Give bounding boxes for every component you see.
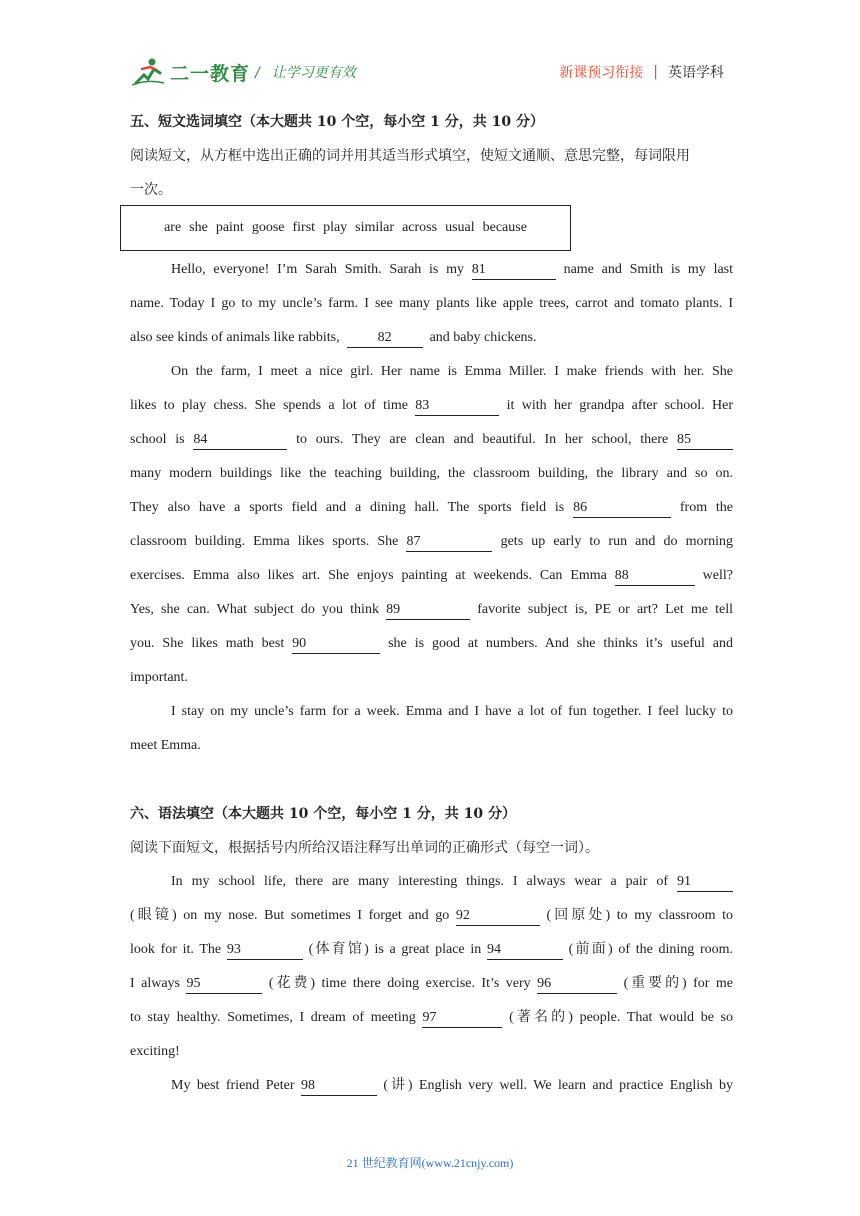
answer-blank[interactable]: 91 — [677, 874, 733, 892]
word-bank-item: usual — [445, 220, 475, 235]
word-bank-item: across — [402, 220, 438, 235]
passage-line: to stay healthy. Sometimes, I dream of meeting 97 (著名的) people. That would be so — [130, 1006, 733, 1040]
section5-title: 五、短文选词填空（本大题共 10 个空，每小空 1 分，共 10 分） — [130, 114, 544, 130]
word-bank-item: first — [292, 220, 316, 235]
passage-line: classroom building. Emma likes sports. She 87 gets up early to run and do morning — [130, 530, 733, 564]
header-course-info — [559, 62, 724, 82]
word-bank-item: paint — [215, 220, 244, 235]
logo-text: 二一教育 — [170, 62, 251, 85]
answer-blank[interactable]: 90 — [292, 636, 380, 654]
answer-blank[interactable]: 83 — [415, 398, 499, 416]
passage-line: Hello, everyone! I’m Sarah Smith. Sarah is my 81 name and Smith is my last — [130, 258, 733, 292]
section6-title: 六、语法填空（本大题共 10 个空，每小空 1 分，共 10 分） — [130, 806, 516, 822]
slogan: / 让学习更有效 — [255, 65, 356, 81]
answer-blank[interactable]: 81 — [472, 262, 556, 280]
word-bank-item: goose — [251, 220, 285, 235]
word-bank-item: play — [323, 220, 348, 235]
footer-link[interactable]: 21 世纪教育网(www.21cnjy.com) — [346, 1156, 514, 1170]
passage-line: many modern buildings like the teaching building, the classroom building, the library and so on. — [130, 466, 733, 481]
passage-line: likes to play chess. She spends a lot of time 83 it with her grandpa after school. Her — [130, 394, 733, 428]
passage-line: name. Today I go to my uncle’s farm. I see many plants like apple trees, carrot and tomato plants. I — [130, 296, 733, 311]
answer-blank[interactable]: 95 — [186, 976, 262, 994]
answer-blank[interactable]: 92 — [456, 908, 540, 926]
section5-instruction-2: 一次。 — [130, 182, 172, 198]
slogan-text: 让学习更有效 — [271, 65, 356, 81]
word-bank-item: are — [164, 220, 182, 235]
answer-blank[interactable]: 93 — [227, 942, 303, 960]
header-separator: | — [653, 64, 658, 80]
section-spacer — [130, 768, 733, 802]
word-bank-item: similar — [355, 220, 395, 235]
running-man-logo-icon — [130, 57, 166, 87]
course-name: 新课预习衔接 — [559, 65, 644, 81]
section6-instruction: 阅读下面短文，根据括号内所给汉语注释写出单词的正确形式（每空一词）。 — [130, 840, 599, 856]
passage-line: (眼镜) on my nose. But sometimes I forget and go 92 (回原处) to my classroom to — [130, 904, 733, 938]
answer-blank[interactable]: 82 — [347, 330, 423, 348]
passage-line: exercises. Emma also likes art. She enjoys painting at weekends. Can Emma 88 well? — [130, 564, 733, 598]
passage-line: On the farm, I meet a nice girl. Her name is Emma Miller. I make friends with her. She — [171, 364, 733, 379]
page-header — [0, 0, 860, 100]
word-bank-item: because — [482, 220, 527, 235]
answer-blank[interactable]: 98 — [301, 1078, 377, 1096]
word-bank-item: she — [189, 220, 208, 235]
passage-line: look for it. The 93 (体育馆) is a great place in 94 (前面) of the dining room. — [130, 938, 733, 972]
exercise-content — [130, 110, 733, 1108]
passage-line: I always 95 (花费) time there doing exercise. It’s very 96 (重要的) for me — [130, 972, 733, 1006]
passage-line: school is 84 to ours. They are clean and beautiful. In her school, there 85 — [130, 428, 733, 462]
passage-line: They also have a sports field and a dining hall. The sports field is 86 from the — [130, 496, 733, 530]
answer-blank[interactable]: 85 — [677, 432, 733, 450]
passage-line: you. She likes math best 90 she is good at numbers. And she thinks it’s useful and — [130, 632, 733, 666]
logo — [130, 55, 250, 89]
answer-blank[interactable]: 96 — [537, 976, 617, 994]
passage-line: meet Emma. — [130, 738, 201, 753]
passage-line: also see kinds of animals like rabbits, 82 and baby chickens. — [130, 326, 733, 360]
subject-name: 英语学科 — [668, 65, 724, 81]
passage-line: exciting! — [130, 1044, 180, 1059]
answer-blank[interactable]: 88 — [615, 568, 695, 586]
answer-blank[interactable]: 87 — [406, 534, 492, 552]
word-bank-box — [120, 205, 571, 251]
passage-line: important. — [130, 670, 188, 685]
passage-line: I stay on my uncle’s farm for a week. Emma and I have a lot of fun together. I feel lucky to — [171, 704, 733, 719]
answer-blank[interactable]: 97 — [422, 1010, 502, 1028]
section5-instruction-1: 阅读短文，从方框中选出正确的词并用其适当形式填空，使短文通顺、意思完整，每词限用 — [130, 148, 690, 164]
answer-blank[interactable]: 84 — [193, 432, 287, 450]
passage-line: In my school life, there are many interesting things. I always wear a pair of 91 — [130, 870, 733, 904]
passage-line: My best friend Peter 98 (讲) English very well. We learn and practice English by — [130, 1074, 733, 1108]
passage-line: Yes, she can. What subject do you think 89 favorite subject is, PE or art? Let me tell — [130, 598, 733, 632]
answer-blank[interactable]: 86 — [573, 500, 671, 518]
answer-blank[interactable]: 94 — [487, 942, 563, 960]
answer-blank[interactable]: 89 — [386, 602, 470, 620]
